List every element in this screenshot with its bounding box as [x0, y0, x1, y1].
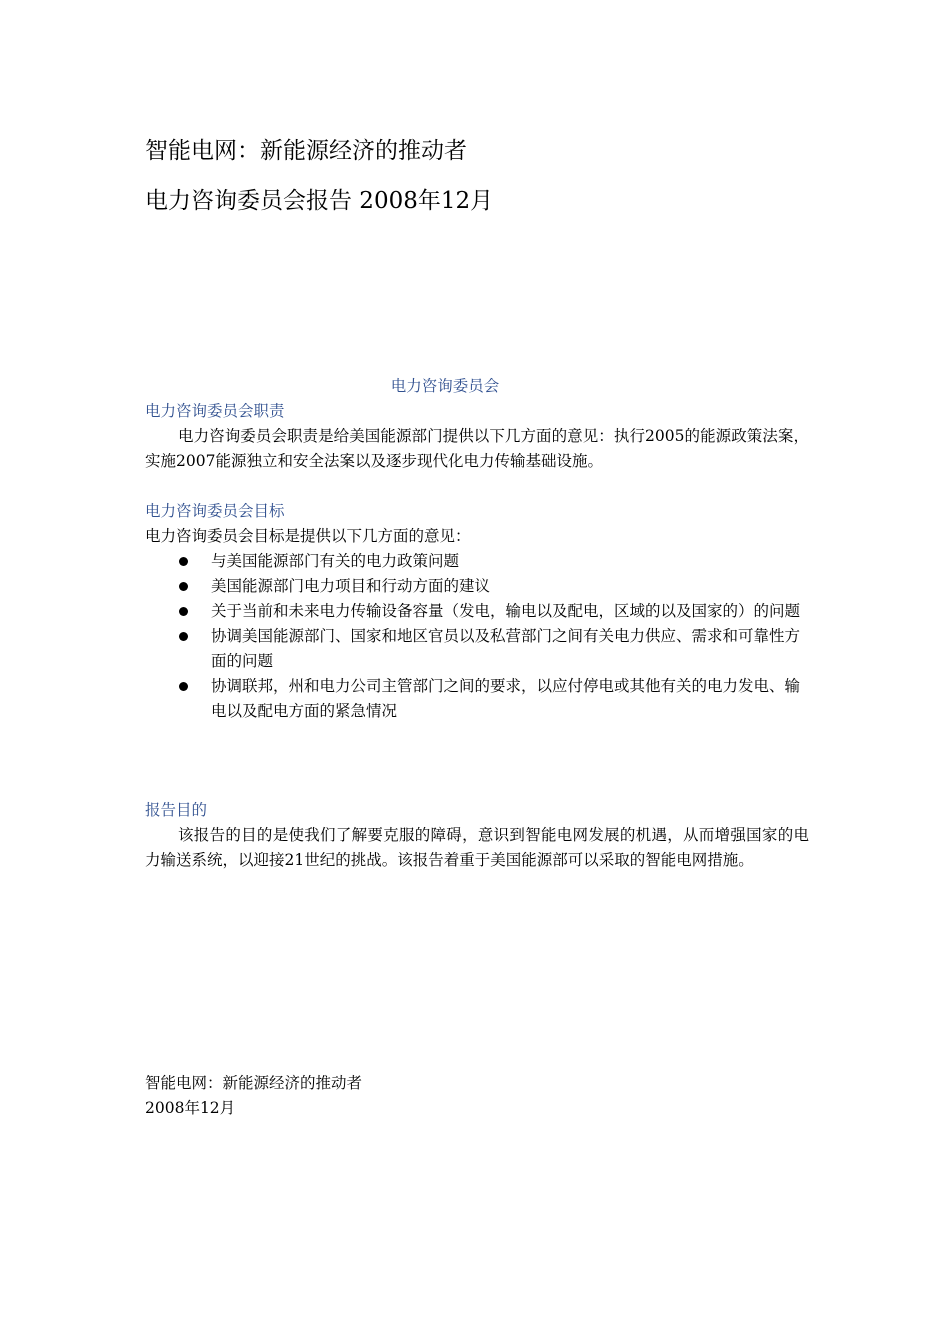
list-item [145, 674, 809, 724]
duties-heading: 电力咨询委员会职责 [145, 402, 285, 420]
bullet-icon [179, 557, 188, 566]
purpose-text: 该报告的目的是使我们了解要克服的障碍，意识到智能电网发展的机遇，从而增强国家的电力输送系统，以迎接21世纪的挑战。该报告着重于美国能源部可以采取的智能电网措施。 [145, 826, 809, 869]
goals-section [145, 499, 809, 724]
document-subtitle: 电力咨询委员会报告 2008年12月 [145, 188, 494, 214]
committee-heading: 电力咨询委员会 [390, 377, 500, 395]
list-item-text: 与美国能源部门有关的电力政策问题 [211, 552, 460, 570]
duties-section [145, 399, 809, 474]
bullet-icon [179, 632, 188, 641]
list-item [145, 549, 809, 574]
list-item [145, 574, 809, 599]
duties-text: 电力咨询委员会职责是给美国能源部门提供以下几方面的意见：执行2005的能源政策法案，实施2007能源独立和安全法案以及逐步现代化电力传输基础设施。 [145, 427, 809, 470]
footer-date: 2008年12月 [145, 1099, 236, 1117]
list-item [145, 599, 809, 624]
footer-title: 智能电网：新能源经济的推动者 [145, 1074, 363, 1092]
list-item-text: 关于当前和未来电力传输设备容量（发电，输电以及配电，区域的以及国家的）的问题 [211, 602, 801, 620]
footer [145, 1071, 362, 1121]
bullet-icon [179, 682, 188, 691]
list-item-text: 协调美国能源部门、国家和地区官员以及私营部门之间有关电力供应、需求和可靠性方面的问题 [211, 627, 801, 670]
goals-list [145, 549, 809, 724]
purpose-section [145, 798, 809, 873]
bullet-icon [179, 607, 188, 616]
bullet-icon [179, 582, 188, 591]
list-item-text: 美国能源部门电力项目和行动方面的建议 [211, 577, 491, 595]
purpose-heading: 报告目的 [145, 801, 208, 819]
goals-heading: 电力咨询委员会目标 [145, 502, 285, 520]
list-item-text: 协调联邦，州和电力公司主管部门之间的要求，以应付停电或其他有关的电力发电、输电以及配电方面的紧急情况 [211, 677, 801, 720]
document-title: 智能电网：新能源经济的推动者 [145, 138, 467, 164]
list-item [145, 624, 809, 674]
goals-intro: 电力咨询委员会目标是提供以下几方面的意见： [145, 527, 471, 545]
